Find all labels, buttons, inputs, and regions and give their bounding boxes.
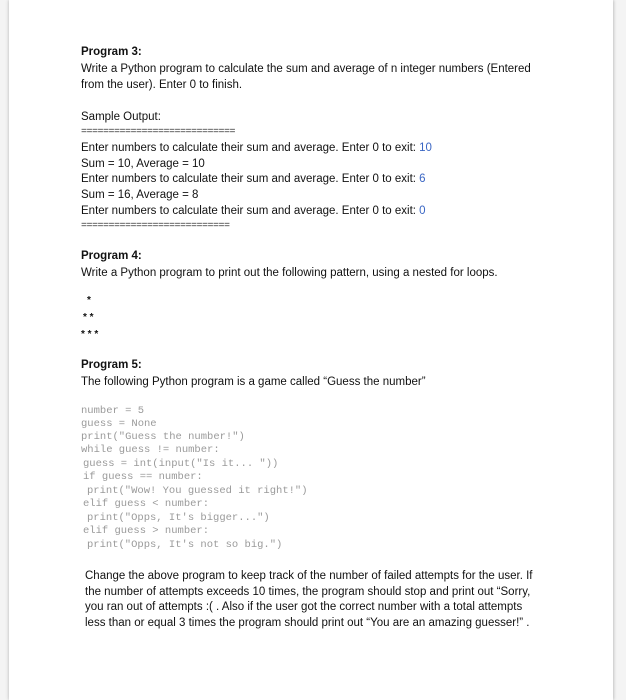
code-line: print("Wow! You guessed it right!") xyxy=(87,485,308,497)
code-line: elif guess < number: xyxy=(83,498,210,510)
user-input-value: 0 xyxy=(419,205,426,217)
code-line: while guess != number: xyxy=(81,444,220,456)
separator-top: ============================ xyxy=(81,127,236,138)
pattern-row-3: * * * xyxy=(81,329,99,340)
program3-heading: Program 3: xyxy=(81,46,142,58)
task-line-4: less than or equal 3 times the program should print out “You are an amazing guesser!” . xyxy=(85,617,530,629)
output-line: Enter numbers to calculate their sum and average. Enter 0 to exit: 0 xyxy=(81,205,426,217)
program5-heading: Program 5: xyxy=(81,359,142,371)
program4-heading: Program 4: xyxy=(81,250,142,262)
pattern-row-2: * * xyxy=(83,312,94,323)
document-page xyxy=(9,0,613,700)
user-input-value: 10 xyxy=(419,142,432,154)
code-line: guess = None xyxy=(81,418,157,430)
program5-desc: The following Python program is a game called “Guess the number” xyxy=(81,376,426,388)
output-line: Enter numbers to calculate their sum and average. Enter 0 to exit: 6 xyxy=(81,173,426,185)
program3-desc-line1: Write a Python program to calculate the sum and average of n integer numbers (Entered xyxy=(81,63,531,75)
code-line: print("Opps, It's not so big.") xyxy=(87,539,283,551)
task-line-3: you ran out of attempts :( . Also if the user got the correct number with a total attempts xyxy=(85,601,523,613)
program3-desc-line2: from the user). Enter 0 to finish. xyxy=(81,79,243,91)
task-line-2: the number of attempts exceeds 10 times, the program should stop and print out “Sorry, xyxy=(85,586,531,598)
output-line: Sum = 10, Average = 10 xyxy=(81,158,205,170)
code-line: guess = int(input("Is it... ")) xyxy=(83,458,279,470)
output-line: Sum = 16, Average = 8 xyxy=(81,189,199,201)
user-input-value: 6 xyxy=(419,173,426,185)
code-line: number = 5 xyxy=(81,405,145,417)
code-line: print("Opps, It's bigger...") xyxy=(87,512,270,524)
sample-output-label: Sample Output: xyxy=(81,111,161,123)
code-line: if guess == number: xyxy=(83,471,203,483)
task-line-1: Change the above program to keep track of the number of failed attempts for the user. If xyxy=(85,570,533,582)
output-line: Enter numbers to calculate their sum and average. Enter 0 to exit: 10 xyxy=(81,142,432,154)
code-line: elif guess > number: xyxy=(83,525,210,537)
code-line: print("Guess the number!") xyxy=(81,431,245,443)
program4-desc: Write a Python program to print out the following pattern, using a nested for loops. xyxy=(81,267,498,279)
separator-bottom: =========================== xyxy=(81,221,230,232)
pattern-row-1: * xyxy=(87,295,91,306)
